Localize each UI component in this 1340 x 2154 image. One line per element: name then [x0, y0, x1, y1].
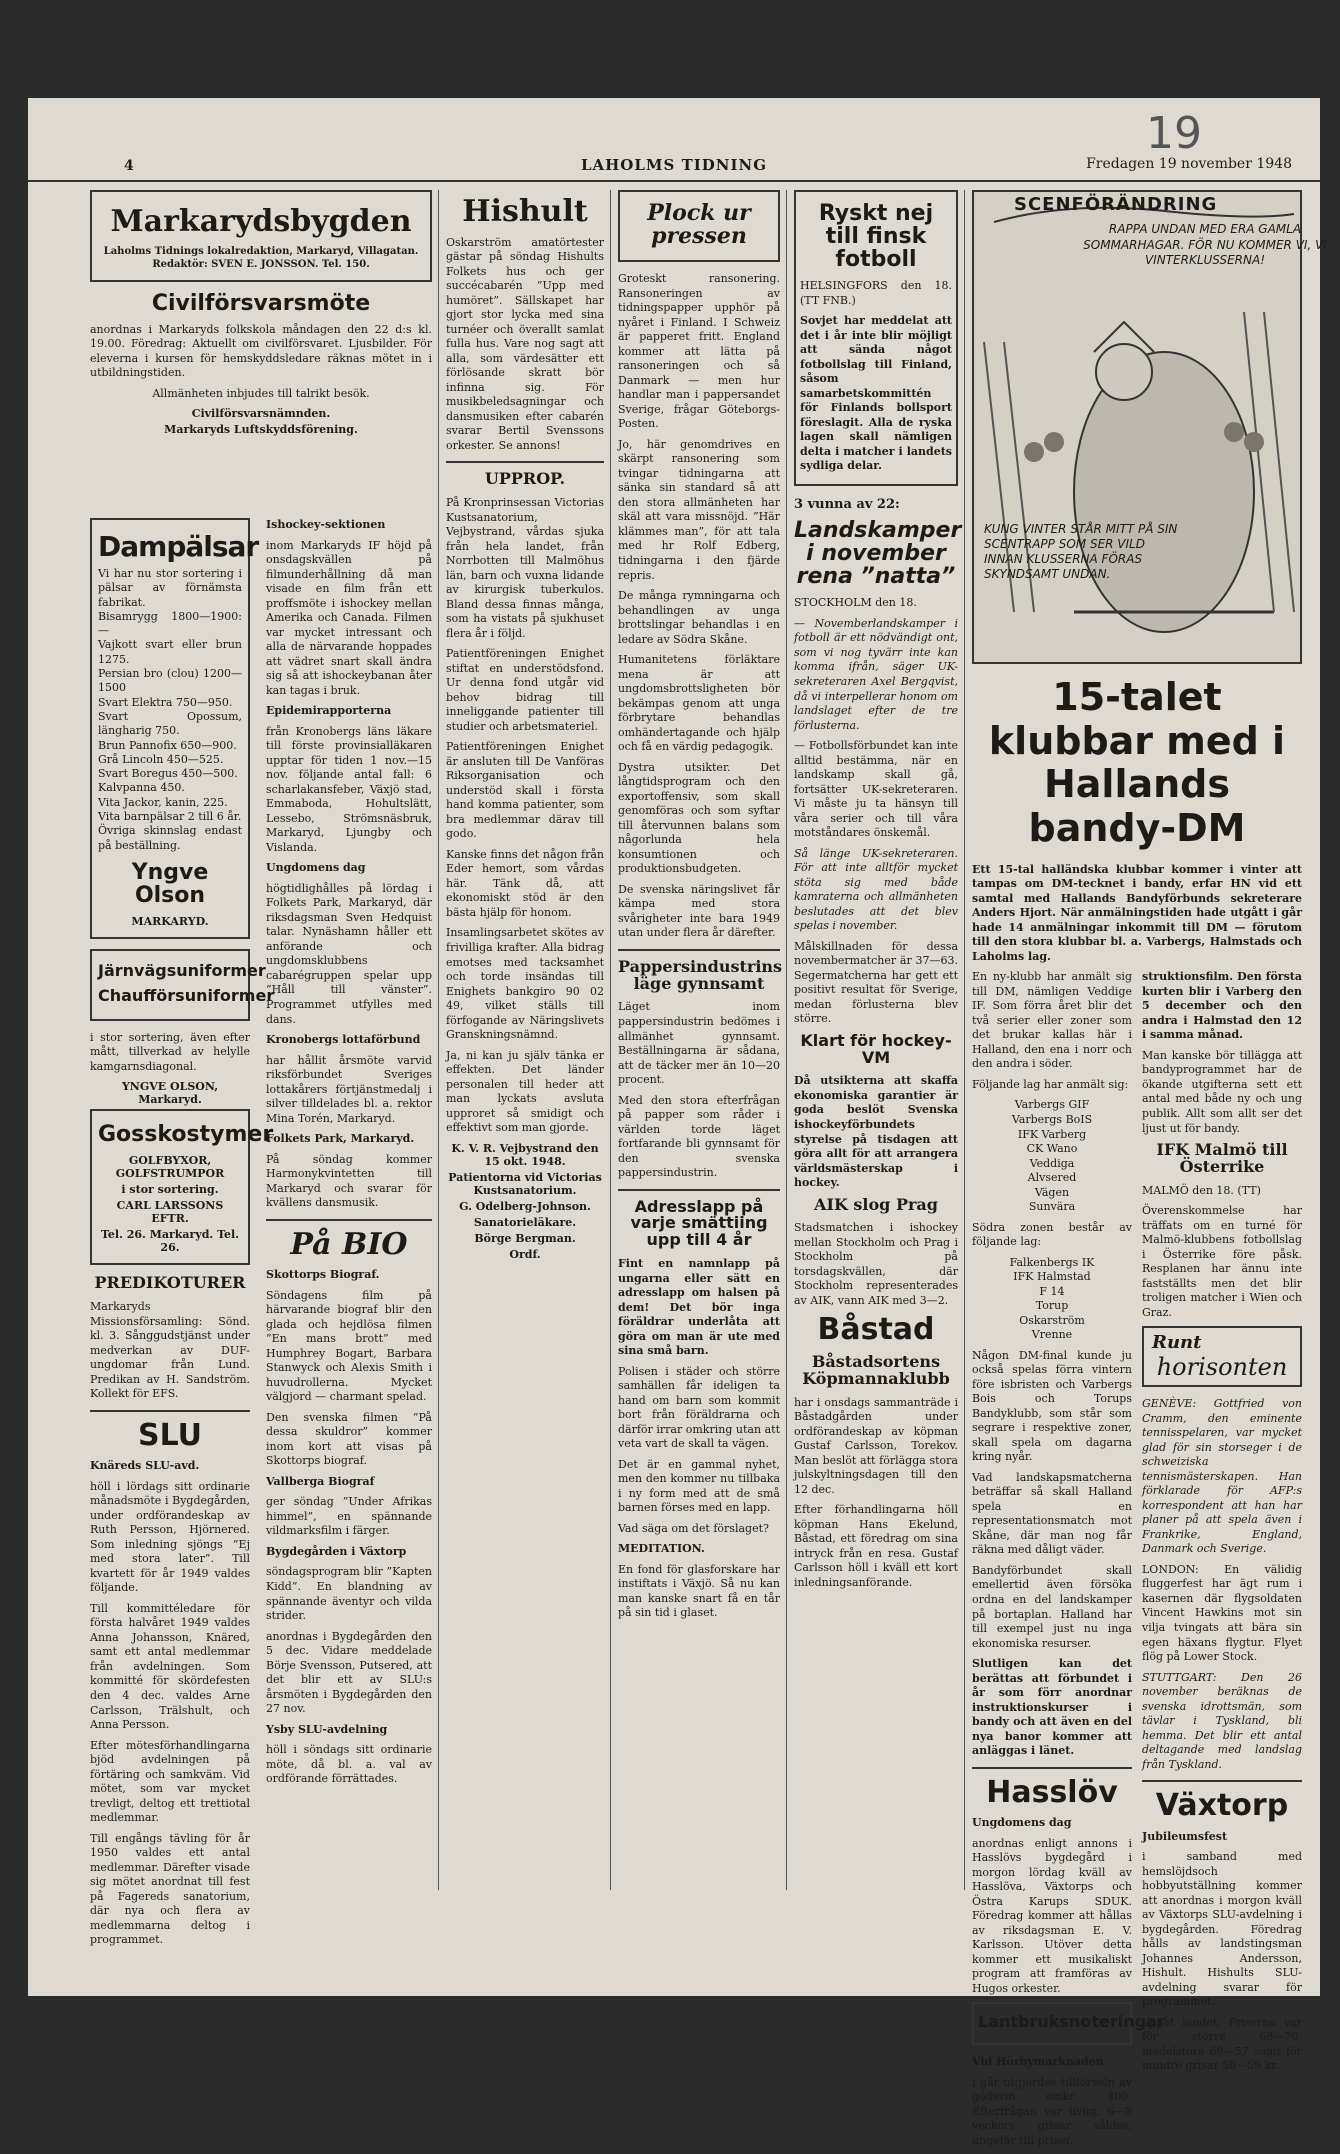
ad-price: Kalvpanna 450.	[98, 781, 185, 795]
horizon-title: horisonten	[1156, 1353, 1288, 1382]
team-item: IFK Varberg	[1017, 1127, 1087, 1141]
article-text: ger söndag ”Under Afrikas himmel”, en spännande vildmarksfilm i färger.	[266, 1495, 432, 1538]
article-text: Polisen i städer och större samhällen får ideligen ta hand om barn som kommit bort från föräldrarna och därför irrar omkring utan att veta vart de skall ta vägen.	[618, 1364, 780, 1451]
section-editor: Redaktör: SVEN E. JONSSON. Tel. 150.	[152, 258, 370, 270]
article-text: har hållit årsmöte varvid riksförbundet Sveriges lottakårers förtjänstmedalj i silver tilldelades bl. a. rektor Mina Torén, Markaryd.	[266, 1053, 432, 1125]
article-subheading: Ungdomens dag	[972, 1816, 1072, 1830]
article-text: anordnas i Bygdegården den 5 dec. Vidare meddelade Börje Svensson, Putsered, att det blir ett av SLU:s årsmöten i Bygdegården den 27 nov.	[266, 1629, 432, 1716]
column-rule	[786, 190, 787, 1890]
cartoon-speech: RAPPA UNDAN MED ERA GAMLA SOMMARHAGAR. FÖR NU KOMMER VI, VI VINTERKLUSSERNA!	[1083, 222, 1327, 268]
article-heading: Adresslapp på varje smättiing upp till 4 år	[630, 1196, 768, 1250]
ad-title: Järnvägsuniformer	[98, 961, 266, 981]
article-text: Ja, ni kan ju själv tänka er effekten. Det länder personalen till heder att man lyckats avsluta upproret så smidigt och effektivt som man gjorde.	[446, 1048, 604, 1135]
divider	[1142, 1780, 1302, 1782]
article-text: Markaryds Missionsförsamling: Sönd. kl. 3. Sånggudstjänst under medverkan av DUF-ungdomar från Lund. Predikan av H. Sandström. Kollekt för EFS.	[90, 1300, 250, 1401]
team-item: Vägen	[1034, 1185, 1070, 1199]
column-5	[794, 190, 962, 1890]
article-text: LONDON: En välidig fluggerfest har ägt rum i kasernen där flygsoldaten Vincent Hawkins mot sin vilja tvingats att bära sin egen häxans flygtur. Flyet flög på Lower Stock.	[1142, 1562, 1302, 1664]
ad-price: Grå Lincoln 450—525.	[98, 752, 224, 766]
signature: Ordf.	[509, 1247, 541, 1261]
column-rule	[964, 190, 965, 1890]
ad-price: Vajkott svart eller brun 1275.	[98, 638, 242, 666]
article-heading: Klart för hockey-VM	[800, 1030, 952, 1067]
article-banner-heading: 15-talet klubbar med i Hallands bandy-DM	[988, 675, 1286, 851]
team-item: Varbergs BoIS	[1011, 1113, 1093, 1126]
article-heading: Lantbruksnoteringar	[978, 2012, 1165, 2032]
article-lead: Då utsikterna att skaffa ekonomiska garantier är goda beslöt Svenska ishockeyförbundets styrelse på tisdagen att göra allt för att arrangera världsmästerskap i hockey.	[794, 1074, 958, 1190]
column-rule	[610, 190, 611, 1890]
signature: Markaryds Luftskyddsförening.	[164, 423, 358, 437]
issue-date: Fredagen 19 november 1948	[1086, 156, 1292, 172]
signature: Börge Bergman.	[474, 1231, 576, 1245]
article-subheading: Epidemirapporterna	[266, 704, 392, 718]
article-subheading: Skottorps Biograf.	[266, 1268, 380, 1282]
signature: G. Odelberg-Johnson.	[459, 1199, 591, 1213]
newspaper-page	[28, 98, 1327, 2147]
ad-price: Svart Boregus 450—500.	[98, 767, 238, 781]
ad-price: Svart Elektra 750—950.	[98, 695, 233, 709]
article-subheading: Vallberga Biograf	[266, 1474, 375, 1488]
ad-text: i stor sortering.	[121, 1183, 219, 1197]
article-heading: Båstad	[817, 1312, 935, 1348]
ad-text: GOLFBYXOR, GOLFSTRUMPOR	[115, 1154, 225, 1181]
article-text: Vad säga om det förslaget?	[618, 1521, 769, 1535]
section-header-box	[90, 190, 432, 282]
article-heading: Civilförsvarsmöte	[151, 290, 371, 316]
article-text: högtidlighålles på lördag i Folkets Park, Markaryd, där riksdagsman Sven Hedquist talar. Nynäshamn håller ett anförande och ungdomsklubbens cabarégruppen spelar upp ”Håll till vänster”. Programmet utfylles med dans.	[266, 881, 432, 1026]
article-text: Målskillnaden för dessa novembermatcher är 37—63. Segermatcherna har gett ett positivt resultat för Sverige, medan förlusterna blev större.	[794, 939, 958, 1026]
team-item: Torup	[1035, 1299, 1069, 1313]
ad-price: Brun Pannofix 650—900.	[98, 738, 237, 752]
ad-text: Övriga skinnslag endast på beställning.	[98, 824, 242, 852]
article-text: STUTTGART: Den 26 november beräknas de svenska idrottsmän, som tävlar i Tyskland, bli hemma. Det blir ett antal deltagande med landslag från Tyskland.	[1142, 1670, 1302, 1771]
masthead: LAHOLMS TIDNING	[580, 156, 768, 174]
column-1	[90, 518, 275, 1947]
page-header	[28, 150, 1320, 182]
cartoon	[972, 190, 1327, 664]
ad-text: i stor sortering, även efter mått, tillverkad av helylle kamgarnsdiagonal.	[90, 1030, 250, 1073]
article-text: Kanske finns det någon från Eder hemort, som vårdas här. Tänk då, att ekonomiskt stöd är den bästa hjälp för honom.	[446, 847, 604, 919]
article-text: i går utgjordes tillförseln av gödsvin omkr. 400. Efterfrågan var livlig. 6—8 veckors grisar såldes, ungefär till priser.	[972, 2075, 1132, 2147]
ad-price: Persian bro (clou) 1200—1500	[98, 667, 242, 695]
ad-title: Gosskostymer	[98, 1122, 274, 1148]
team-item: Alvsered	[1027, 1171, 1077, 1185]
article-text: HELSINGFORS den 18. (TT FNB.)	[800, 279, 952, 307]
team-item: F 14	[1039, 1284, 1065, 1298]
article-subheading: Ishockey-sektionen	[266, 518, 386, 531]
article-subheading: Båstadsortens Köpmannaklubb	[802, 1351, 950, 1388]
article-subheading: Knäreds SLU-avd.	[90, 1459, 200, 1473]
article-subheading: MEDITATION.	[618, 1542, 705, 1556]
divider	[618, 949, 780, 951]
ad-title: Chaufförsuniformer	[98, 985, 275, 1005]
article-text: Humanitetens förläktare mena är att ungdomsbrottsligheten bör bekämpas genom att unga förbrytare behandlas omhändertagande och hjälp och få en värdig pedagogik.	[618, 653, 780, 754]
article-text: STOCKHOLM den 18.	[794, 596, 917, 610]
article-text: inom Markaryds IF höjd på onsdagskvällen på filmunderhållning då man visade en film från ett proffsmöte i ishockey mellan Amerika och Canada. Filmen var mycket intressant och alla de närvarande hoppades att vädret snart skall ändra sig så att ishockeybanan åter kan tagas i bruk.	[266, 538, 432, 697]
team-item: CK Wano	[1026, 1142, 1078, 1156]
signature: Sanatorieläkare.	[473, 1215, 577, 1229]
horizon-title: Runt	[1152, 1332, 1202, 1354]
article-text: — Fotbollsförbundet kan inte alltid bestämma, när en landskamp skall gå, fortsätter UK-sekreteraren. Vi måste ju ta hänsyn till våra serier och till våra motståndares önskemål.	[794, 739, 958, 840]
article-heading: På BIO	[290, 1226, 408, 1262]
column-rule	[438, 190, 439, 1890]
column-markarydsbygden	[90, 190, 432, 439]
ad-phone: Tel. 26. Markaryd. Tel. 26.	[100, 1228, 240, 1255]
article-text: Till engångs tävling för år 1950 valdes ett antal medlemmar. Därefter visade sig mötet anordnat till fest på Fagereds sanatorium, där nya och flera av medlemmarna deltog i programmet.	[90, 1831, 250, 1947]
ad-price: Vita Jackor, kanin, 225.	[98, 795, 228, 809]
article-text: Följande lag har anmält sig:	[972, 1077, 1129, 1091]
ad-signature: Yngve Olson	[131, 859, 209, 909]
article-text: Efter mötesförhandlingarna bjöd avdelningen på förtäring och samkväm. Vid mötet, som var mycket trevligt, deltog ett trettiotal medlemmar.	[90, 1738, 250, 1825]
section-title: Markarydsbygden	[110, 204, 412, 239]
article-text: Dystra utsikter. Det långtidsprogram och den exportoffensiv, som skall genomföras och som syftar till återvunnen balans som någorlunda hela konsumtionen och produktionsbudgeten.	[618, 760, 780, 876]
article-heading: PREDIKOTURER	[94, 1273, 246, 1293]
article-text: Det är en gammal nyhet, men den kommer nu tillbaka i ny form med att de små barnen förses med en lapp.	[618, 1457, 780, 1515]
section-subtitle: Laholms Tidnings lokalredaktion, Markaryd, Villagatan.	[103, 245, 419, 257]
article-text: struktionsfilm. Den första kurten blir i Varberg den 5 december och den andra i Halmstad den 12 i samma månad.	[1142, 970, 1302, 1042]
article-subheading: Ungdomens dag	[266, 861, 366, 875]
article-subheading: Ysby SLU-avdelning	[266, 1722, 388, 1736]
article-text: Läget inom pappersindustrin bedömes i allmänhet gynnsamt. Beställningarna är sådana, att de täcker mer än 10—20 procent.	[618, 1000, 780, 1087]
article-text: Man kanske bör tillägga att bandyprogrammet har de ökande utgifterna sett ett antal med både ny och ung publik. Allt som allt ser det ljust ut för bandy.	[1142, 1048, 1302, 1135]
article-text: Patientföreningen Enighet är ansluten till De Vanföras Riksorganisation och understöd skall i första hand komma patienter, som bra medlemmar därav till godo.	[446, 740, 604, 841]
article-heading: Ryskt nej till finsk fotboll	[818, 201, 934, 273]
signature: Patientorna vid Victorias Kustsanatorium.	[448, 1170, 602, 1197]
article-text: Vad landskapsmatcherna beträffar så skall Halland spela en representationsmatch mot Skåne, där man nog får räkna med dåligt väder.	[972, 1470, 1132, 1557]
handwritten-page-mark: 19	[1146, 108, 1202, 159]
article-text: uppåt landet. Priserna var för större 68—70, medelstora 60—57 samt för mindre grisar 50—59 kr.	[1142, 2015, 1302, 2073]
subcolumn-right	[1142, 970, 1302, 2154]
article-text: De svenska näringslivet får kämpa med stora svårigheter inte bara 1949 utan under flera år därefter.	[618, 882, 780, 940]
article-heading: Hasslöv	[986, 1774, 1118, 1810]
article-heading: AIK slog Prag	[814, 1194, 938, 1214]
divider	[90, 1410, 250, 1412]
article-heading: Plock ur pressen	[647, 200, 751, 250]
ad-signature: CARL LARSSONS EFTR.	[116, 1199, 224, 1226]
team-item: Veddiga	[1029, 1156, 1075, 1170]
divider	[266, 1219, 432, 1221]
two-column-block	[972, 970, 1302, 2154]
signature: K. V. R. Vejbystrand den 15 okt. 1948.	[451, 1141, 599, 1168]
team-item: Falkenbergs IK	[1009, 1255, 1095, 1269]
press-column-header	[618, 190, 780, 262]
article-text: Med den stora efterfrågan på papper som råder i världen torde läget fortfarande bli gynnsamt för den svenska pappersindustrin.	[618, 1093, 780, 1180]
article-heading: Hishult	[462, 194, 588, 229]
article-heading: Växtorp	[1155, 1788, 1289, 1824]
team-item: Vrenne	[1031, 1328, 1073, 1342]
article-subheading: Jubileumsfest	[1142, 1829, 1228, 1843]
column-4	[618, 190, 783, 1890]
team-item: Oskarström	[1019, 1313, 1085, 1327]
article-text: Insamlingsarbetet skötes av frivilliga krafter. Alla bidrag emotses med tacksamhet och torde insändas till Enighets bankgiro 90 02 49, vilket ställs till förfogande av Näringslivets Granskningsnämnd.	[446, 926, 604, 1042]
article-text: Jo, här genomdrives en skärpt ransonering som tvingar tidningarna att sänka sin standard så att den stora allmänheten har skäl att vara missnöjd. ”Här klämmes man”, för att tala med hr Rolf Edberg, tidningarna i den fjärde repris.	[618, 437, 780, 582]
article-text: Patientföreningen Enighet stiftat en understödsfond. Ur denna fond utgår vid behov bidrag till inneliggande patienter till studier och arbetsmateriel.	[446, 647, 604, 733]
agri-box	[972, 2002, 1165, 2045]
article-heading: SLU	[137, 1417, 202, 1453]
divider	[972, 1767, 1132, 1769]
cartoon-header: SCENFÖRÄNDRING	[1014, 194, 1218, 215]
article-text: Allmänheten inbjudes till talrikt besök.	[152, 386, 370, 400]
ad-text: Vi har nu stor sortering i pälsar av förnämsta fabrikat.	[98, 567, 242, 609]
divider	[446, 461, 604, 463]
article-heading: IFK Malmö till Österrike	[1156, 1140, 1288, 1176]
article-text: Stadsmatchen i ishockey mellan Stockholm och Prag i Stockholm på torsdagskvällen, där Stockholm representerades av AIK, vann AIK med 3—2.	[794, 1221, 958, 1307]
article-text: höll i söndags sitt ordinarie möte, då bl. a. val av ordförande förrättades.	[266, 1743, 432, 1786]
article-text: Den svenska filmen ”På dessa skuldror” kommer inom kort att visas på Skottorps biograf.	[266, 1410, 432, 1468]
article-subheading: Bygdegården i Växtorp	[266, 1544, 407, 1558]
article-text: På söndag kommer Harmonykvintetten till Markaryd och svarar för kvällens dansmusik.	[266, 1152, 432, 1210]
article-text: Slutligen kan det berättas att förbundet i år som förr anordnar instruktionskurser i bandy och att även en del nya banor kommer att anläggas i länet.	[972, 1657, 1132, 1758]
article-text: Oskarström amatörtester gästar på söndag Hishults Folkets hus och ger succécabarén ”Upp med humöret”. Sällskapet har gjort stor lycka med sina turnéer och överallt samlat fulla hus. Vare nog sagt att alla, som värdesätter ett förlösande skratt bör infinna sig. För musikbeledsagningar och dansmusiken efter cabarén svarar Bertil Svenssons orkester. Se annons!	[446, 235, 604, 452]
article-subheading: Vid Hörbymarknaden	[972, 2055, 1104, 2069]
article-text: Någon DM-final kunde ju också spelas förra vintern före isbristen och Varbergs Bois och Torups Bandyklubb, som står som segrare i respektive zoner, skall spela om dagarna kring nyår.	[972, 1348, 1132, 1464]
ad-price: Vita barnpälsar 2 till 6 år.	[98, 810, 242, 824]
article-subheading: Folkets Park, Markaryd.	[266, 1132, 415, 1146]
ad-signature: YNGVE OLSON, Markaryd.	[121, 1080, 219, 1107]
subcolumn-left	[972, 970, 1165, 2154]
article-subheading: Kronobergs lottaförbund	[266, 1033, 421, 1047]
signature: Civilförsvarsnämnden.	[191, 407, 331, 421]
article-text: Så länge UK-sekreteraren. För att inte alltför mycket stöta sig med både kamraterna och allmänheten beslutades att det blev spelas i november.	[794, 846, 958, 933]
article-kicker: 3 vunna av 22:	[794, 496, 900, 512]
article-text: söndagsprogram blir ”Kapten Kidd”. En blandning av spännande äventyr och vilda strider.	[266, 1565, 432, 1623]
article-heading: Pappersindustrins läge gynnsamt	[618, 956, 783, 993]
divider	[618, 1189, 780, 1191]
horizon-box	[1142, 1326, 1302, 1387]
article-text: Södra zonen består av följande lag:	[972, 1220, 1132, 1249]
article-text: De många rymningarna och behandlingen av unga brottslingar behandlas i en ledare av Södra Skåne.	[618, 589, 780, 646]
ad-title: Dampälsar	[98, 530, 259, 563]
article-heading: UPPROP.	[484, 469, 566, 489]
article-text: Groteskt ransonering. Ransoneringen av tidningspapper upphör på nyåret i Finland. I Schweiz är papperet fritt. England kommer att lätta på ransoneringen och så Danmark — men hur handlar man i pappersandet Sverige, frågar Göteborgs-Posten.	[618, 272, 780, 431]
article-text: En fond för glasforskare har instiftats i Växjö. Så nu kan man kanske snart få en tår på sin tid i glaset.	[618, 1562, 780, 1620]
article-text: från Kronobergs läns läkare till förste provinsialläkaren upptar för tiden 1 nov.—15 nov. följande antal fall: 6 scharlakansfeber, Växjö stad, Emmaboda, Hohultslätt, Lessebo, Strömsnäsbruk, Markaryd, Ljungby och Vislanda.	[266, 724, 432, 854]
article-heading: Landskamper i november rena ”natta”	[794, 518, 962, 590]
ad-signature: MARKARYD.	[131, 915, 209, 929]
article-text: — Novemberlandskamper i fotboll är ett nödvändigt ont, som vi nog tyvärr inte kan komma ifrån, säger UK-sekreteraren Axel Bergqvist, då vi interpellerar honom om landslaget efter de tre förlusterna.	[794, 616, 958, 732]
article-text: Söndagens film på härvarande biograf blir den glada och hejdlösa filmen ”En mans brott” med Humphrey Bogart, Barbara Stanwyck och Alexis Smith i huvudrollerna. Mycket välgjord — charmant spelad.	[266, 1288, 432, 1404]
cartoon-caption: KUNG VINTER STÅR MITT PÅ SIN SCENTRAPP SOM SER VILD INNAN KLUSSERNA FÖRAS SKYNDSAMT UNDAN.	[984, 522, 1178, 581]
team-item: Varbergs GIF	[1014, 1098, 1090, 1112]
team-item: Sunvära	[1028, 1200, 1076, 1214]
column-2	[266, 518, 432, 1898]
article-text: På Kronprinsessan Victorias Kustsanatorium, Vejbystrand, vårdas sjuka från hela landet, från Norrbotten till Malmöhus län, barn och vuxna lidande av kirurgisk tuberkulos. Bland dessa finnas många, som ha vistats på sjukhuset flera år i följd.	[446, 496, 604, 640]
page-number: 4	[124, 158, 134, 174]
article-text: Efter förhandlingarna höll köpman Hans Ekelund, Båstad, ett föredrag om sina intryck från en resa. Gustaf Carlsson höll i kväll ett kort inledningsanförande.	[794, 1503, 958, 1589]
article-text: MALMÖ den 18. (TT)	[1142, 1183, 1261, 1197]
sports-box	[794, 190, 958, 486]
article-text: höll i lördags sitt ordinarie månadsmöte i Bygdegården, under ordförandeskap av Ruth Persson, Hjörnered. Som inledning sjöngs ”Ej med stora later”. Till kvartett för år 1949 valdes följande.	[90, 1479, 250, 1595]
column-3	[446, 190, 604, 1890]
article-text: Till kommittéledare för första halvåret 1949 valdes Anna Johansson, Knäred, samt ett antal medlemmar från avdelningen. Som kommitté för skördefesten den 4 dec. valdes Arne Carlsson, Trälshult, och Anna Persson.	[90, 1601, 250, 1732]
article-text: Bandyförbundet skall emellertid även försöka ordna en del landskamper på bortaplan. Halland har till exempel just nu inga ekonomiska resurser.	[972, 1563, 1132, 1650]
boys-suits-ad	[90, 1109, 274, 1265]
article-text: Överenskommelse har träffats om en turné för Malmö-klubbens fotbollslag i Österrike före påsk. Resplanen har ännu inte fastställts men det blir troligen matcher i Wien och Graz.	[1142, 1204, 1302, 1319]
article-lead: Fint en namnlapp på ungarna eller sätt en adresslapp om halsen på dem! Det bör inga föräldrar underlåta att göra om man är ute med sina små barn.	[618, 1257, 780, 1358]
article-text: i samband med hemslöjdsoch hobbyutställning kommer att anordnas i morgon kväll av Växtorps SLU-avdelning i bygdegården. Föredrag hålls av landstingsman Johannes Andersson, Hishult. Hishults SLU-avdelning svarar för programmet.	[1142, 1850, 1302, 2009]
article-text: anordnas enligt annons i Hasslövs bygdegård i morgon lördag kväll av Hasslöva, Växtorps och Östra Karups SDUK. Föredrag kommer att hållas av riksdagsman E. V. Karlsson. Utöver detta kommer ett musikaliskt program att framföras av Hugos orkester.	[972, 1836, 1132, 1995]
article-text: har i onsdags sammanträde i Båstadgården under ordförandeskap av köpman Gustaf Carlsson, Torekov. Man beslöt att förlägga stora julskyltningsdagen till den 12 dec.	[794, 1395, 958, 1496]
uniform-ad	[90, 949, 275, 1021]
column-6	[972, 190, 1327, 2147]
article-text: GENÈVE: Gottfried von Cramm, den eminente tennisspelaren, var mycket glad för sin storseger i de schweiziska tennismästerskapen. Han förklarade för AFP:s korrespondent att han har planer på att spela även i Frankrike, England, Danmark och Sverige.	[1142, 1397, 1302, 1556]
ad-price: Svart Opossum, längharig 750.	[98, 709, 242, 738]
article-lead: Ett 15-tal halländska klubbar kommer i vinter att tampas om DM-tecknet i bandy, erfar HN vid ett samtal med Hallands Bandyförbunds sekreterare Anders Hjort. När anmälningstiden hade utgått i går hade 14 anmälningar inkommit till DM — förutom till den stora klubbar bl. a. Varbergs, Halmstads och Laholms lag.	[972, 862, 1302, 963]
ad-price: Bisamrygg 1800—1900:—	[98, 609, 242, 638]
article-lead: Sovjet har meddelat att det i år inte blir möjligt att sända något fotbollslag till Finland, såsom samarbetskommittén för Finlands bollsport föreslagit. Alla de ryska lagen skall nämligen delta i matcher i landets sydliga delar.	[800, 314, 952, 473]
fur-ad	[90, 518, 259, 939]
article-text: anordnas i Markaryds folkskola måndagen den 22 d:s kl. 19.00. Föredrag: Aktuellt om civilförsvaret. Ljusbilder. För eleverna i kursen för hemskyddsledare räknas mötet in i utbildningstiden.	[90, 322, 432, 380]
article-text: En ny-klubb har anmält sig till DM, nämligen Veddige IF. Som förra året blir det två serier eller zoner som det brukar kallas här i Halland, den ena i norr och den andra i söder.	[972, 970, 1132, 1071]
team-item: IFK Halmstad	[1013, 1270, 1091, 1284]
